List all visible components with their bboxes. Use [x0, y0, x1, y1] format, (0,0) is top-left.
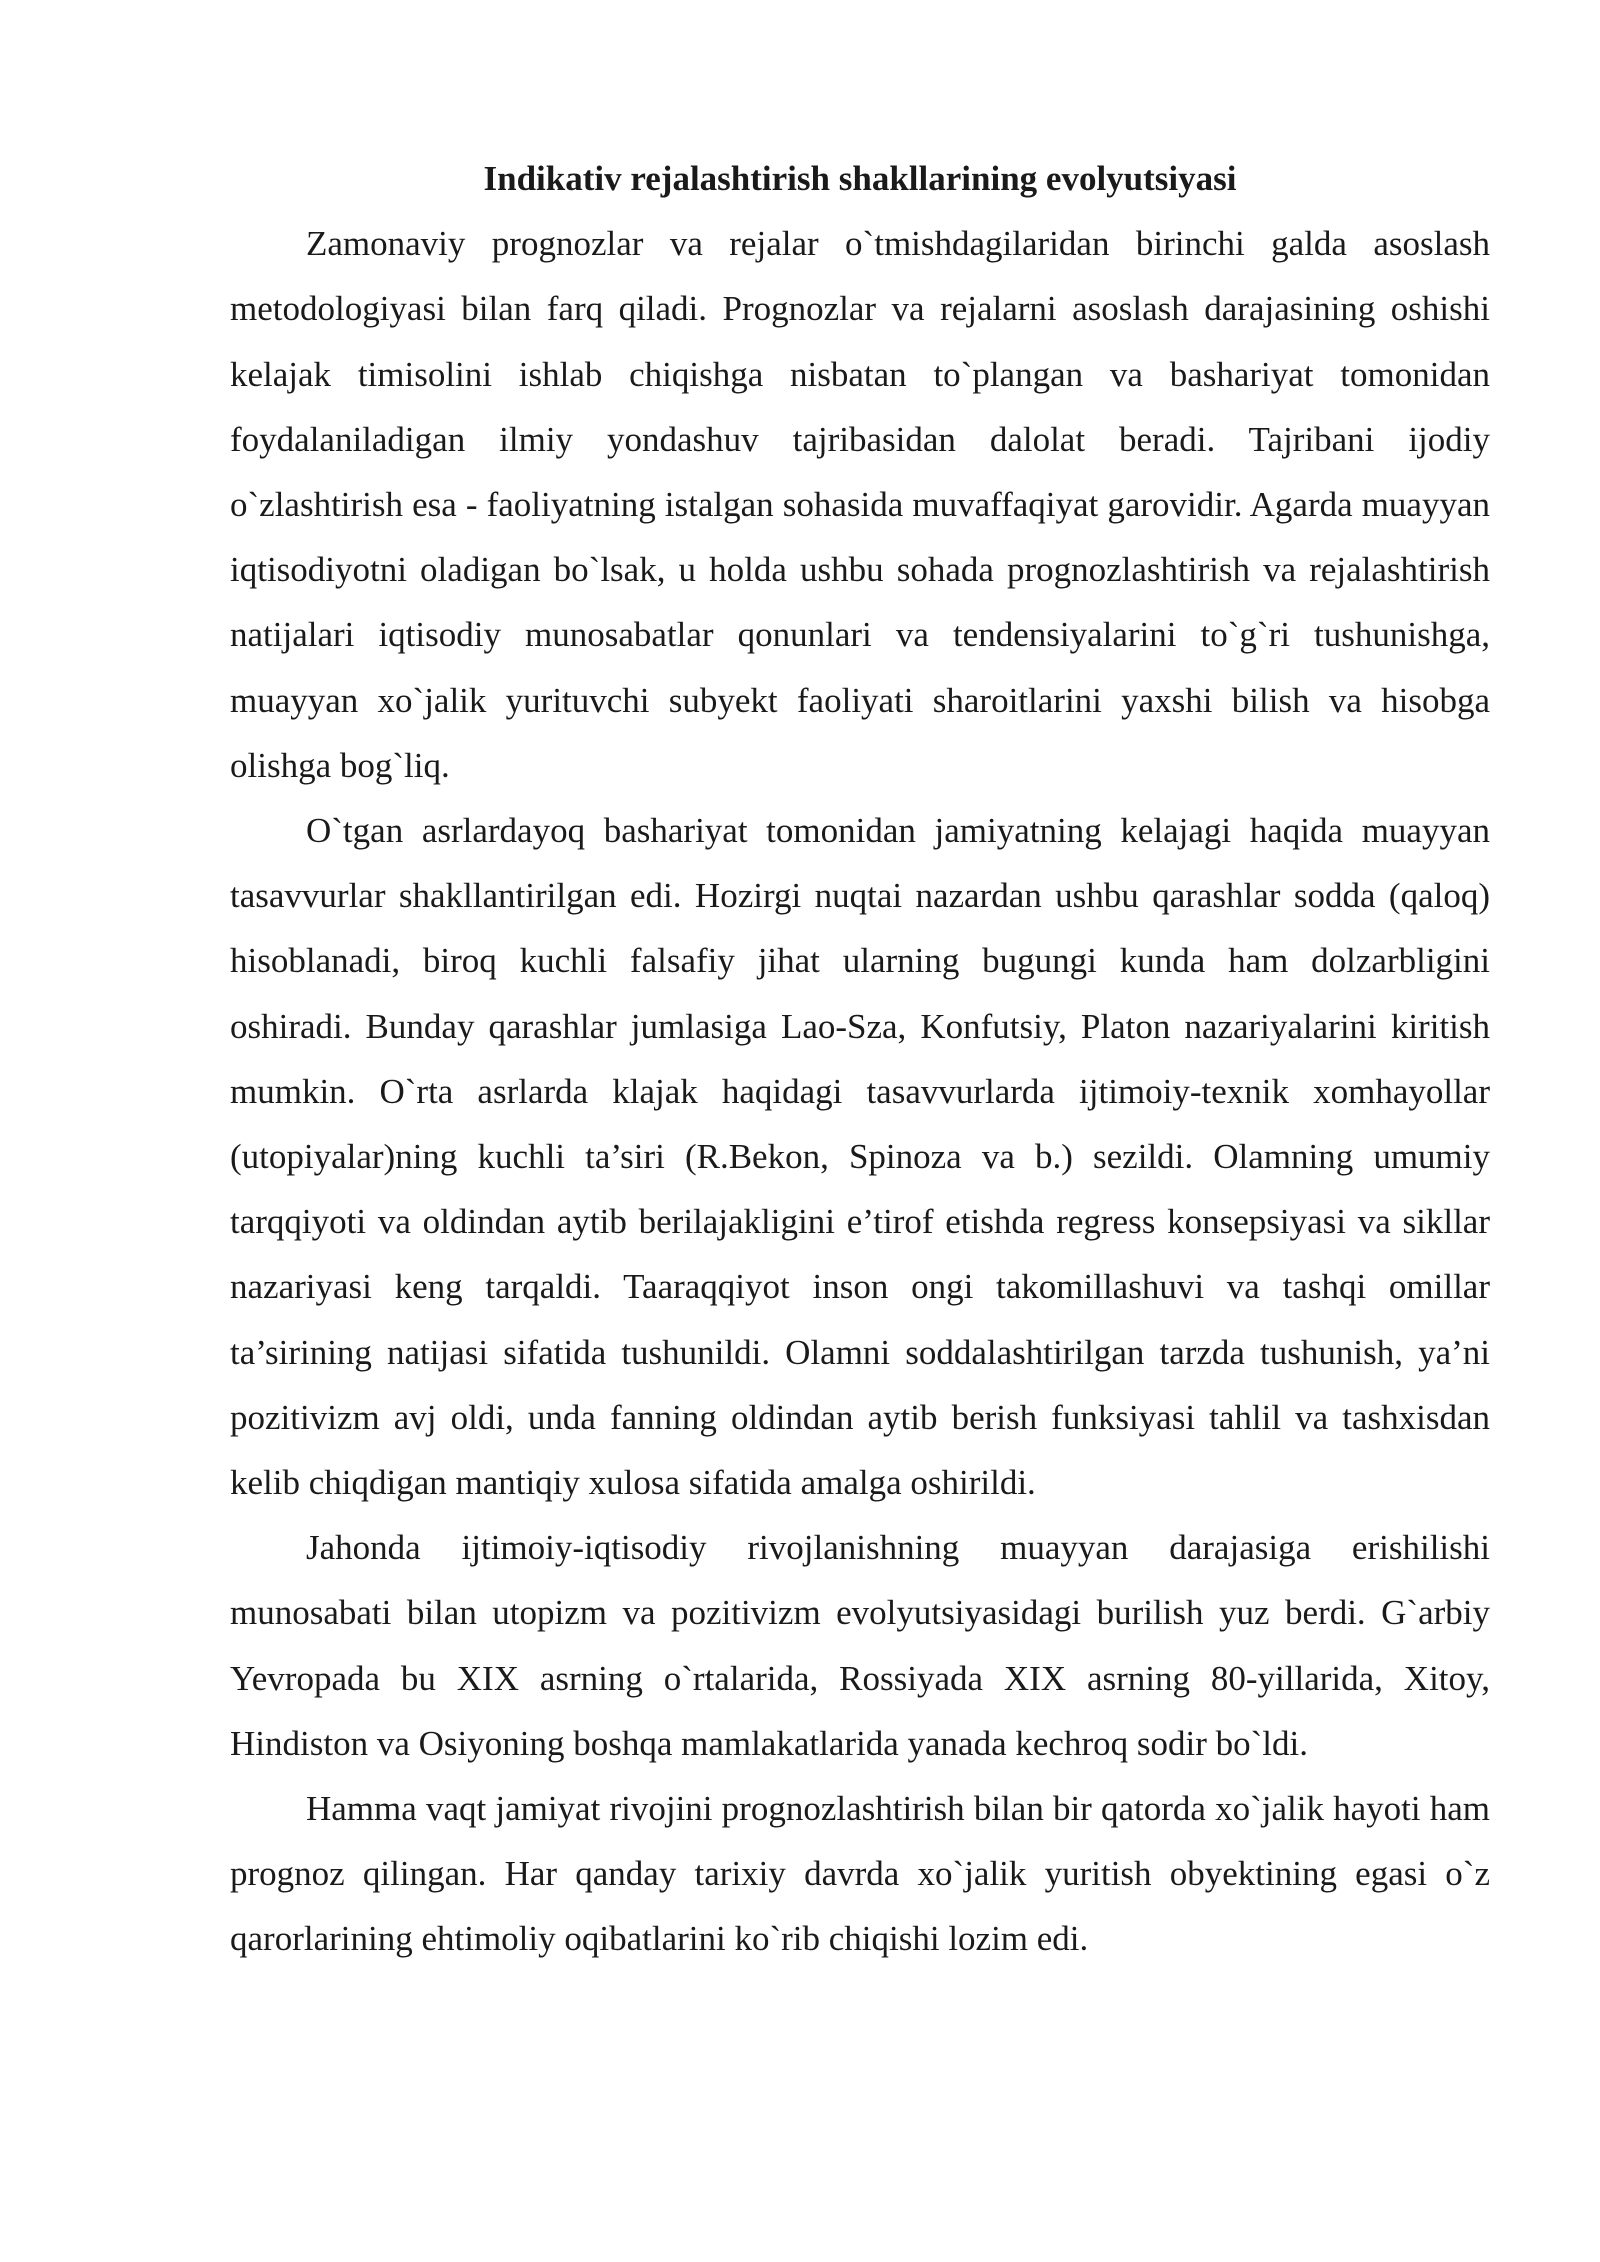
paragraph-1: Zamonaviy prognozlar va rejalar o`tmishdagilaridan birinchi galda asoslash metodologiyasi bilan farq qiladi. Prognozlar va rejalarni asoslash darajasining oshishi kelajak timisolini ishlab chiqishga nisbatan to`plangan va bashariyat tomonidan foydalaniladigan ilmiy yondashuv tajribasidan dalolat beradi. Tajribani ijodiy o`zlashtirish esa - faoliyatning istalgan sohasida muvaffaqiyat garovidir. Agarda muayyan iqtisodiyotni oladigan bo`lsak, u holda ushbu sohada prognozlashtirish va rejalashtirish natijalari iqtisodiy munosabatlar qonunlari va tendensiyalarini to`g`ri tushunishga, muayyan xo`jalik yurituvchi subyekt faoliyati sharoitlarini yaxshi bilish va hisobga olishga bog`liq.: [230, 224, 1490, 785]
paragraph-2: O`tgan asrlardayoq bashariyat tomonidan jamiyatning kelajagi haqida muayyan tasavvurlar shakllantirilgan edi. Hozirgi nuqtai nazardan ushbu qarashlar sodda (qaloq) hisoblanadi, biroq kuchli falsafiy jihat ularning bugungi kunda ham dolzarbligini oshiradi. Bunday qarashlar jumlasiga Lao-Sza, Konfutsiy, Platon nazariyalarini kiritish mumkin. O`rta asrlarda klajak haqidagi tasavvurlarda ijtimoiy-texnik xomhayollar (utopiyalar)ning kuchli ta’siri (R.Bekon, Spinoza va b.) sezildi. Olamning umumiy tarqqiyoti va oldindan aytib berilajakligini e’tirof etishda regress konsepsiyasi va sikllar nazariyasi keng tarqaldi. Taaraqqiyot inson ongi takomillashuvi va tashqi omillar ta’sirining natijasi sifatida tushunildi. Olamni soddalashtirilgan tarzda tushunish, ya’ni pozitivizm avj oldi, unda fanning oldindan aytib berish funksiyasi tahlil va tashxisdan kelib chiqdigan mantiqiy xulosa sifatida amalga oshirildi.: [230, 811, 1490, 1503]
paragraph-4: Hamma vaqt jamiyat rivojini prognozlashtirish bilan bir qatorda xo`jalik hayoti ham prognoz qilingan. Har qanday tarixiy davrda xo`jalik yuritish obyektining egasi o`z qarorlarining ehtimoliy oqibatlarini ko`rib chiqishi lozim edi.: [230, 1789, 1490, 1959]
document-body: [230, 146, 1490, 1972]
document-title: Indikativ rejalashtirish shakllarining evolyutsiyasi: [483, 159, 1237, 198]
paragraph-3: Jahonda ijtimoiy-iqtisodiy rivojlanishning muayyan darajasiga erishilishi munosabati bilan utopizm va pozitivizm evolyutsiyasidagi burilish yuz berdi. G`arbiy Yevropada bu XIX asrning o`rtalarida, Rossiyada XIX asrning 80-yillarida, Xitoy, Hindiston va Osiyoning boshqa mamlakatlarida yanada kechroq sodir bo`ldi.: [230, 1528, 1490, 1763]
